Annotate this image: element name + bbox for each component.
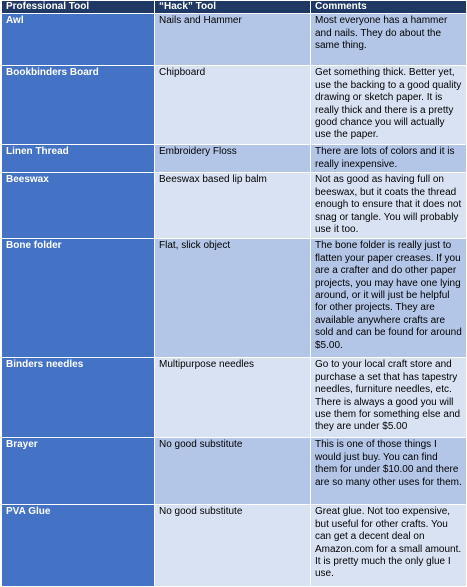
table-body [2,14,467,587]
hack-tool-cell: Nails and Hammer [155,14,311,66]
comment-cell: Get something thick. Better yet, use the backing to a good quality drawing or sketch paper. It is really thick and there is a pretty good chance you will actually use the paper. [311,66,467,145]
table-row [2,66,467,145]
hack-tool-cell: No good substitute [155,505,311,587]
comment-cell: Most everyone has a hammer and nails. They do about the same thing. [311,14,467,66]
table-row [2,14,467,66]
hack-tool-cell: Embroidery Floss [155,145,311,173]
hack-tool-cell: Multipurpose needles [155,358,311,438]
hack-tool-cell: Chipboard [155,66,311,145]
tool-name-cell: Awl [2,14,155,66]
header-professional-tool: Professional Tool [2,1,155,14]
tool-name-cell: PVA Glue [2,505,155,587]
comment-cell: The bone folder is really just to flatten your paper creases. If you are a crafter and do other paper projects, you may have one lying around, or it will just be helpful for other projects. They are available anywhere crafts are sold and can be found for around $5.00. [311,239,467,358]
table-row [2,173,467,239]
header-hack-tool: “Hack” Tool [155,1,311,14]
tool-name-cell: Bone folder [2,239,155,358]
tool-name-cell: Binders needles [2,358,155,438]
hack-tool-cell: Beeswax based lip balm [155,173,311,239]
comment-cell: There are lots of colors and it is really inexpensive. [311,145,467,173]
table-row [2,438,467,505]
header-row [2,1,467,14]
comment-cell: Not as good as having full on beeswax, but it coats the thread enough to ensure that it does not snag or tangle. You will probably use it too. [311,173,467,239]
table-row [2,358,467,438]
hack-tool-cell: No good substitute [155,438,311,505]
table-header [2,1,467,14]
tool-name-cell: Beeswax [2,173,155,239]
tool-name-cell: Bookbinders Board [2,66,155,145]
table-row [2,145,467,173]
table-row [2,239,467,358]
table-row [2,505,467,587]
tool-name-cell: Brayer [2,438,155,505]
comment-cell: Go to your local craft store and purchase a set that has tapestry needles, furniture needles, etc. There is always a good you will use them for something else and they are under $5.00 [311,358,467,438]
tools-comparison-table [1,0,467,587]
tool-name-cell: Linen Thread [2,145,155,173]
header-comments: Comments [311,1,467,14]
comment-cell: Great glue. Not too expensive, but useful for other crafts. You can get a decent deal on Amazon.com for a small amount. It is pretty much the only glue I use. [311,505,467,587]
comment-cell: This is one of those things I would just buy. You can find them for under $10.00 and there are so many other uses for them. [311,438,467,505]
hack-tool-cell: Flat, slick object [155,239,311,358]
